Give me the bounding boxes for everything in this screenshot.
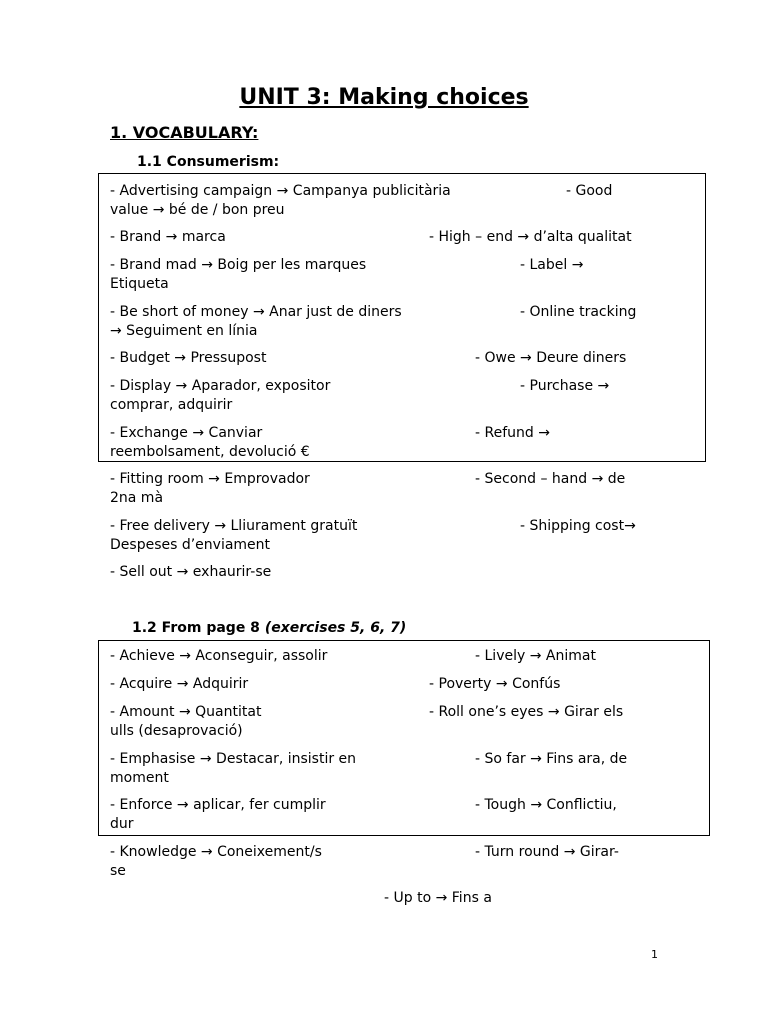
vocab-term-continued: Despeses d’enviament xyxy=(110,536,271,553)
vocab-term-right: - Roll one’s eyes → Girar els xyxy=(429,704,624,720)
vocab-term: - Budget → Pressupost xyxy=(110,350,267,366)
vocab-term: - Be short of money → Anar just de diners xyxy=(110,304,402,320)
vocab-term-right: - Good xyxy=(566,183,613,199)
vocab-term: - Display → Aparador, expositor xyxy=(110,378,331,394)
vocab-entry-up-to: - Up to → Fins a xyxy=(384,890,492,906)
vocab-term-continued: reembolsament, devolució € xyxy=(110,443,310,460)
vocab-term-right: - Purchase → xyxy=(520,378,610,394)
vocab-term-continued: moment xyxy=(110,769,169,786)
vocab-term-continued: comprar, adquirir xyxy=(110,396,233,413)
vocab-term: - Advertising campaign → Campanya publicitària xyxy=(110,183,451,199)
vocab-term: - Brand mad → Boig per les marques xyxy=(110,257,367,273)
vocab-term-right: - Poverty → Confús xyxy=(429,676,561,692)
vocab-term: - Acquire → Adquirir xyxy=(110,676,249,692)
page-number: 1 xyxy=(651,948,658,961)
vocab-term-continued: Etiqueta xyxy=(110,275,169,292)
vocab-term-right: - So far → Fins ara, de xyxy=(475,751,628,767)
vocab-term: - Achieve → Aconseguir, assolir xyxy=(110,648,328,664)
vocab-term-right: - Tough → Conflictiu, xyxy=(475,797,617,813)
vocab-term-right: - Refund → xyxy=(475,425,550,441)
vocab-term-continued: ulls (desaprovació) xyxy=(110,722,243,739)
vocab-term-right: - Shipping cost→ xyxy=(520,518,636,534)
vocab-term: - Exchange → Canviar xyxy=(110,425,263,441)
vocab-term: - Sell out → exhaurir-se xyxy=(110,564,272,580)
vocab-term-right: - High – end → d’alta qualitat xyxy=(429,229,632,245)
vocab-term-continued: value → bé de / bon preu xyxy=(110,201,285,218)
subsection-heading-page-8 xyxy=(132,619,406,637)
vocab-term-right: - Online tracking xyxy=(520,304,637,320)
subsection-heading-consumerism: 1.1 Consumerism: xyxy=(137,154,280,170)
subsection-exercises: (exercises 5, 6, 7) xyxy=(264,620,407,636)
vocab-term: - Brand → marca xyxy=(110,229,226,245)
vocab-term: - Free delivery → Lliurament gratuït xyxy=(110,518,358,534)
vocab-term-continued: dur xyxy=(110,815,134,832)
vocab-term-right: - Turn round → Girar- xyxy=(475,844,619,860)
vocab-term-right: - Owe → Deure diners xyxy=(475,350,627,366)
vocab-term: - Knowledge → Coneixement/s xyxy=(110,844,322,860)
section-heading-vocabulary: 1. VOCABULARY: xyxy=(110,123,259,142)
vocab-term-continued: → Seguiment en línia xyxy=(110,322,258,339)
vocab-term: - Fitting room → Emprovador xyxy=(110,471,310,487)
subsection-label: 1.2 From page 8 xyxy=(132,620,265,636)
vocab-term-right: - Label → xyxy=(520,257,584,273)
vocab-term: - Emphasise → Destacar, insistir en xyxy=(110,751,357,767)
vocab-term-right: - Second – hand → de xyxy=(475,471,626,487)
vocab-term-continued: se xyxy=(110,862,126,879)
vocab-term: - Enforce → aplicar, fer cumplir xyxy=(110,797,326,813)
vocab-term: - Amount → Quantitat xyxy=(110,704,262,720)
page-title: UNIT 3: Making choices xyxy=(239,85,529,110)
vocab-term-right: - Lively → Animat xyxy=(475,648,596,664)
vocab-term-continued: 2na mà xyxy=(110,489,164,506)
